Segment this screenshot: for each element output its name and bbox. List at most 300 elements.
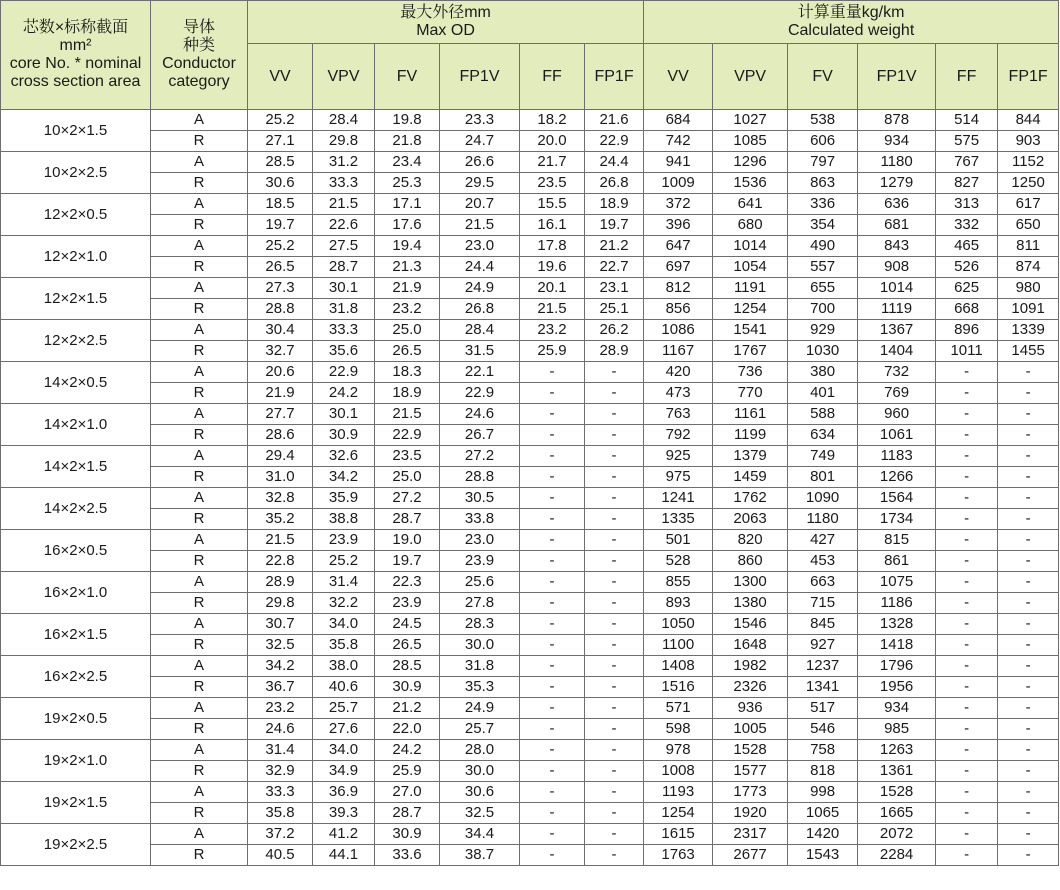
od-value-cell: 25.7 <box>440 719 520 740</box>
table-row <box>1 572 1059 593</box>
od-value-cell: - <box>520 803 585 824</box>
od-value-cell: 21.3 <box>375 257 440 278</box>
weight-value-cell: - <box>998 677 1059 698</box>
od-value-cell: 31.2 <box>313 152 375 173</box>
weight-column-header: FV <box>788 44 858 110</box>
category-header-line: category <box>168 73 230 90</box>
od-value-cell: 28.4 <box>440 320 520 341</box>
weight-value-cell: 820 <box>713 530 788 551</box>
od-value-cell: 30.9 <box>375 677 440 698</box>
weight-value-cell: 1009 <box>644 173 713 194</box>
category-cell: R <box>151 131 248 152</box>
od-value-cell: 21.9 <box>375 278 440 299</box>
table-row <box>1 719 1059 740</box>
weight-value-cell: 792 <box>644 425 713 446</box>
weight-value-cell: 575 <box>936 131 998 152</box>
weight-value-cell: 874 <box>998 257 1059 278</box>
od-value-cell: 18.2 <box>520 110 585 131</box>
od-value-cell: 21.7 <box>520 152 585 173</box>
weight-value-cell: 801 <box>788 467 858 488</box>
od-value-cell: 31.8 <box>313 299 375 320</box>
od-value-cell: - <box>585 845 644 866</box>
weight-value-cell: - <box>936 446 998 467</box>
weight-value-cell: 1090 <box>788 488 858 509</box>
weight-column-header: FP1V <box>858 44 936 110</box>
category-cell: R <box>151 719 248 740</box>
od-value-cell: 26.7 <box>440 425 520 446</box>
category-cell: A <box>151 404 248 425</box>
weight-value-cell: 941 <box>644 152 713 173</box>
od-value-cell: 29.8 <box>248 593 313 614</box>
weight-value-cell: 501 <box>644 530 713 551</box>
weight-value-cell: 925 <box>644 446 713 467</box>
od-value-cell: - <box>520 467 585 488</box>
od-value-cell: - <box>585 824 644 845</box>
weight-value-cell: 1341 <box>788 677 858 698</box>
weight-value-cell: 1763 <box>644 845 713 866</box>
weight-value-cell: 1161 <box>713 404 788 425</box>
od-value-cell: 19.7 <box>248 215 313 236</box>
size-header-line: 芯数×标称截面 <box>22 19 129 36</box>
od-value-cell: 24.5 <box>375 614 440 635</box>
od-value-cell: 32.5 <box>248 635 313 656</box>
od-value-cell: 33.3 <box>313 173 375 194</box>
weight-value-cell: 860 <box>713 551 788 572</box>
od-value-cell: 32.8 <box>248 488 313 509</box>
od-value-cell: 21.5 <box>313 194 375 215</box>
od-value-cell: - <box>585 572 644 593</box>
od-column-header: FP1V <box>440 44 520 110</box>
weight-value-cell: 1418 <box>858 635 936 656</box>
table-row <box>1 173 1059 194</box>
od-value-cell: 22.9 <box>440 383 520 404</box>
weight-value-cell: 1762 <box>713 488 788 509</box>
weight-value-cell: 1054 <box>713 257 788 278</box>
weight-value-cell: 1091 <box>998 299 1059 320</box>
weight-value-cell: 606 <box>788 131 858 152</box>
weight-value-cell: - <box>998 656 1059 677</box>
od-value-cell: 40.6 <box>313 677 375 698</box>
weight-value-cell: 843 <box>858 236 936 257</box>
weight-value-cell: 758 <box>788 740 858 761</box>
category-cell: A <box>151 782 248 803</box>
weight-value-cell: 811 <box>998 236 1059 257</box>
od-value-cell: 28.9 <box>248 572 313 593</box>
table-row <box>1 257 1059 278</box>
od-value-cell: - <box>520 530 585 551</box>
od-value-cell: 34.0 <box>313 740 375 761</box>
table-row <box>1 635 1059 656</box>
weight-value-cell: 1420 <box>788 824 858 845</box>
category-cell: A <box>151 530 248 551</box>
od-value-cell: 32.6 <box>313 446 375 467</box>
weight-value-cell: 732 <box>858 362 936 383</box>
weight-value-cell: 396 <box>644 215 713 236</box>
od-value-cell: 23.0 <box>440 236 520 257</box>
weight-value-cell: 1008 <box>644 761 713 782</box>
weight-value-cell: 625 <box>936 278 998 299</box>
od-value-cell: 31.4 <box>248 740 313 761</box>
od-value-cell: 26.6 <box>440 152 520 173</box>
weight-value-cell: 1380 <box>713 593 788 614</box>
weight-value-cell: 742 <box>644 131 713 152</box>
od-value-cell: - <box>585 761 644 782</box>
weight-value-cell: 2284 <box>858 845 936 866</box>
category-cell: A <box>151 698 248 719</box>
weight-value-cell: - <box>998 698 1059 719</box>
weight-value-cell: 929 <box>788 320 858 341</box>
od-value-cell: 16.1 <box>520 215 585 236</box>
od-value-cell: - <box>585 488 644 509</box>
table-row <box>1 152 1059 173</box>
size-cell: 12×2×1.0 <box>1 236 151 278</box>
od-value-cell: 34.2 <box>313 467 375 488</box>
weight-value-cell: 1367 <box>858 320 936 341</box>
od-value-cell: - <box>585 719 644 740</box>
category-column-header <box>151 1 248 110</box>
od-value-cell: 41.2 <box>313 824 375 845</box>
od-value-cell: 19.8 <box>375 110 440 131</box>
weight-value-cell: - <box>936 824 998 845</box>
od-value-cell: 26.2 <box>585 320 644 341</box>
od-value-cell: 23.5 <box>375 446 440 467</box>
category-cell: A <box>151 824 248 845</box>
od-value-cell: 24.6 <box>248 719 313 740</box>
weight-value-cell: - <box>998 719 1059 740</box>
od-value-cell: 21.5 <box>248 530 313 551</box>
category-cell: R <box>151 215 248 236</box>
category-cell: A <box>151 572 248 593</box>
od-value-cell: 34.0 <box>313 614 375 635</box>
weight-value-cell: 1982 <box>713 656 788 677</box>
weight-value-cell: 697 <box>644 257 713 278</box>
weight-value-cell: 538 <box>788 110 858 131</box>
od-value-cell: 21.5 <box>440 215 520 236</box>
weight-value-cell: 1328 <box>858 614 936 635</box>
weight-value-cell: - <box>936 488 998 509</box>
table-row <box>1 299 1059 320</box>
weight-value-cell: 1734 <box>858 509 936 530</box>
weight-value-cell: 1773 <box>713 782 788 803</box>
category-cell: A <box>151 320 248 341</box>
weight-value-cell: 1005 <box>713 719 788 740</box>
od-value-cell: - <box>585 635 644 656</box>
table-row <box>1 677 1059 698</box>
size-cell: 12×2×0.5 <box>1 194 151 236</box>
weight-value-cell: - <box>998 362 1059 383</box>
od-value-cell: 34.9 <box>313 761 375 782</box>
table-row <box>1 782 1059 803</box>
weight-value-cell: - <box>936 677 998 698</box>
size-cell: 16×2×1.0 <box>1 572 151 614</box>
od-column-header: FV <box>375 44 440 110</box>
weight-value-cell: 517 <box>788 698 858 719</box>
weight-value-cell: 1296 <box>713 152 788 173</box>
od-value-cell: 25.0 <box>375 467 440 488</box>
od-value-cell: 30.1 <box>313 404 375 425</box>
weight-value-cell: 896 <box>936 320 998 341</box>
weight-value-cell: 681 <box>858 215 936 236</box>
od-column-header: VPV <box>313 44 375 110</box>
table-row <box>1 467 1059 488</box>
table-row <box>1 215 1059 236</box>
table-row <box>1 110 1059 131</box>
od-value-cell: 25.2 <box>313 551 375 572</box>
od-value-cell: 21.8 <box>375 131 440 152</box>
weight-value-cell: 617 <box>998 194 1059 215</box>
table-row <box>1 656 1059 677</box>
od-value-cell: 18.9 <box>585 194 644 215</box>
od-value-cell: 17.1 <box>375 194 440 215</box>
weight-value-cell: 2063 <box>713 509 788 530</box>
weight-value-cell: 663 <box>788 572 858 593</box>
size-cell: 10×2×2.5 <box>1 152 151 194</box>
table-row <box>1 425 1059 446</box>
od-value-cell: - <box>520 656 585 677</box>
category-cell: A <box>151 488 248 509</box>
weight-value-cell: 528 <box>644 551 713 572</box>
table-row <box>1 383 1059 404</box>
weight-group-title-cn: 计算重量kg/km <box>797 4 905 21</box>
od-value-cell: - <box>520 635 585 656</box>
weight-value-cell: 647 <box>644 236 713 257</box>
weight-value-cell: 650 <box>998 215 1059 236</box>
od-value-cell: 24.4 <box>585 152 644 173</box>
weight-value-cell: 1237 <box>788 656 858 677</box>
weight-value-cell: 1459 <box>713 467 788 488</box>
size-cell: 16×2×1.5 <box>1 614 151 656</box>
od-value-cell: 25.1 <box>585 299 644 320</box>
weight-value-cell: - <box>936 719 998 740</box>
weight-value-cell: 1075 <box>858 572 936 593</box>
weight-value-cell: 1335 <box>644 509 713 530</box>
weight-value-cell: 1030 <box>788 341 858 362</box>
weight-value-cell: 354 <box>788 215 858 236</box>
od-value-cell: 30.9 <box>313 425 375 446</box>
od-value-cell: 23.0 <box>440 530 520 551</box>
od-value-cell: - <box>585 740 644 761</box>
table-row <box>1 404 1059 425</box>
od-value-cell: 24.2 <box>313 383 375 404</box>
weight-value-cell: 313 <box>936 194 998 215</box>
od-value-cell: 32.5 <box>440 803 520 824</box>
weight-value-cell: 770 <box>713 383 788 404</box>
od-value-cell: 22.9 <box>313 362 375 383</box>
category-cell: R <box>151 845 248 866</box>
od-value-cell: 24.4 <box>440 257 520 278</box>
od-value-cell: 28.8 <box>248 299 313 320</box>
od-value-cell: 33.3 <box>313 320 375 341</box>
weight-value-cell: 845 <box>788 614 858 635</box>
weight-value-cell: 2317 <box>713 824 788 845</box>
od-value-cell: 20.0 <box>520 131 585 152</box>
od-value-cell: 30.6 <box>440 782 520 803</box>
size-cell: 14×2×2.5 <box>1 488 151 530</box>
size-cell: 14×2×1.0 <box>1 404 151 446</box>
weight-value-cell: 1050 <box>644 614 713 635</box>
od-value-cell: 24.9 <box>440 698 520 719</box>
od-value-cell: - <box>520 761 585 782</box>
od-value-cell: 28.3 <box>440 614 520 635</box>
size-cell: 12×2×1.5 <box>1 278 151 320</box>
od-value-cell: - <box>520 740 585 761</box>
od-value-cell: - <box>585 530 644 551</box>
od-value-cell: 22.0 <box>375 719 440 740</box>
table-row <box>1 446 1059 467</box>
weight-value-cell: 978 <box>644 740 713 761</box>
category-cell: R <box>151 677 248 698</box>
size-column-header <box>1 1 151 110</box>
od-value-cell: 34.4 <box>440 824 520 845</box>
weight-value-cell: 1241 <box>644 488 713 509</box>
weight-value-cell: 736 <box>713 362 788 383</box>
od-value-cell: 26.5 <box>375 635 440 656</box>
weight-value-cell: - <box>936 467 998 488</box>
od-value-cell: 21.5 <box>520 299 585 320</box>
table-row <box>1 509 1059 530</box>
weight-value-cell: 684 <box>644 110 713 131</box>
od-value-cell: 19.4 <box>375 236 440 257</box>
weight-value-cell: 856 <box>644 299 713 320</box>
weight-value-cell: - <box>936 551 998 572</box>
weight-value-cell: 797 <box>788 152 858 173</box>
od-value-cell: 36.9 <box>313 782 375 803</box>
od-value-cell: - <box>585 509 644 530</box>
weight-value-cell: 557 <box>788 257 858 278</box>
weight-group-title-en: Calculated weight <box>787 22 915 39</box>
weight-value-cell: 634 <box>788 425 858 446</box>
weight-value-cell: 1167 <box>644 341 713 362</box>
od-value-cell: 36.7 <box>248 677 313 698</box>
od-value-cell: 25.0 <box>375 320 440 341</box>
weight-value-cell: - <box>936 593 998 614</box>
size-cell: 10×2×1.5 <box>1 110 151 152</box>
od-value-cell: 28.7 <box>313 257 375 278</box>
table-row <box>1 803 1059 824</box>
weight-value-cell: - <box>998 425 1059 446</box>
od-value-cell: 22.6 <box>313 215 375 236</box>
od-value-cell: 27.6 <box>313 719 375 740</box>
category-cell: R <box>151 803 248 824</box>
od-value-cell: 35.9 <box>313 488 375 509</box>
category-cell: R <box>151 467 248 488</box>
od-value-cell: 25.2 <box>248 236 313 257</box>
od-value-cell: 21.6 <box>585 110 644 131</box>
od-value-cell: - <box>585 656 644 677</box>
weight-value-cell: - <box>998 551 1059 572</box>
category-cell: R <box>151 593 248 614</box>
table-row <box>1 551 1059 572</box>
od-value-cell: 31.4 <box>313 572 375 593</box>
header-row-1 <box>1 1 1059 44</box>
weight-value-cell: 641 <box>713 194 788 215</box>
od-value-cell: 30.7 <box>248 614 313 635</box>
weight-value-cell: 934 <box>858 698 936 719</box>
od-value-cell: 27.3 <box>248 278 313 299</box>
category-header-line: 导体 <box>182 19 215 36</box>
size-cell: 19×2×1.0 <box>1 740 151 782</box>
weight-value-cell: 1014 <box>713 236 788 257</box>
od-value-cell: 27.8 <box>440 593 520 614</box>
od-column-header: FF <box>520 44 585 110</box>
weight-value-cell: 1920 <box>713 803 788 824</box>
weight-value-cell: - <box>998 509 1059 530</box>
od-value-cell: - <box>585 467 644 488</box>
weight-value-cell: 960 <box>858 404 936 425</box>
weight-value-cell: 1279 <box>858 173 936 194</box>
weight-value-cell: 1014 <box>858 278 936 299</box>
weight-value-cell: - <box>936 383 998 404</box>
weight-value-cell: - <box>998 446 1059 467</box>
weight-value-cell: 1011 <box>936 341 998 362</box>
weight-value-cell: - <box>998 761 1059 782</box>
od-value-cell: 15.5 <box>520 194 585 215</box>
weight-value-cell: 2677 <box>713 845 788 866</box>
weight-value-cell: - <box>998 383 1059 404</box>
od-value-cell: 27.2 <box>375 488 440 509</box>
od-value-cell: - <box>585 593 644 614</box>
od-value-cell: 21.5 <box>375 404 440 425</box>
weight-value-cell: 1361 <box>858 761 936 782</box>
weight-value-cell: 473 <box>644 383 713 404</box>
od-group-title-cn: 最大外径mm <box>400 4 491 21</box>
od-value-cell: 21.9 <box>248 383 313 404</box>
weight-value-cell: 815 <box>858 530 936 551</box>
od-value-cell: - <box>520 572 585 593</box>
table-row <box>1 740 1059 761</box>
weight-value-cell: 571 <box>644 698 713 719</box>
weight-value-cell: 490 <box>788 236 858 257</box>
weight-value-cell: - <box>936 530 998 551</box>
weight-value-cell: - <box>998 467 1059 488</box>
od-value-cell: 22.7 <box>585 257 644 278</box>
table-row <box>1 341 1059 362</box>
weight-value-cell: - <box>936 656 998 677</box>
category-cell: A <box>151 110 248 131</box>
weight-value-cell: 427 <box>788 530 858 551</box>
od-value-cell: 30.6 <box>248 173 313 194</box>
od-value-cell: 22.9 <box>375 425 440 446</box>
od-value-cell: 31.0 <box>248 467 313 488</box>
od-value-cell: 33.3 <box>248 782 313 803</box>
od-value-cell: 19.7 <box>375 551 440 572</box>
weight-value-cell: 1379 <box>713 446 788 467</box>
od-value-cell: 37.2 <box>248 824 313 845</box>
od-value-cell: 20.6 <box>248 362 313 383</box>
table-row <box>1 530 1059 551</box>
od-value-cell: - <box>520 425 585 446</box>
weight-value-cell: 936 <box>713 698 788 719</box>
category-cell: A <box>151 194 248 215</box>
od-value-cell: 31.5 <box>440 341 520 362</box>
weight-value-cell: 1300 <box>713 572 788 593</box>
table-row <box>1 236 1059 257</box>
od-value-cell: 29.8 <box>313 131 375 152</box>
od-value-cell: - <box>585 782 644 803</box>
weight-value-cell: 588 <box>788 404 858 425</box>
weight-value-cell: 465 <box>936 236 998 257</box>
weight-value-cell: 1528 <box>713 740 788 761</box>
weight-value-cell: - <box>936 761 998 782</box>
max-od-group-header <box>248 1 644 44</box>
category-cell: A <box>151 236 248 257</box>
category-cell: R <box>151 425 248 446</box>
weight-value-cell: - <box>936 782 998 803</box>
weight-value-cell: - <box>998 845 1059 866</box>
od-value-cell: 18.5 <box>248 194 313 215</box>
weight-value-cell: 763 <box>644 404 713 425</box>
weight-value-cell: - <box>998 404 1059 425</box>
